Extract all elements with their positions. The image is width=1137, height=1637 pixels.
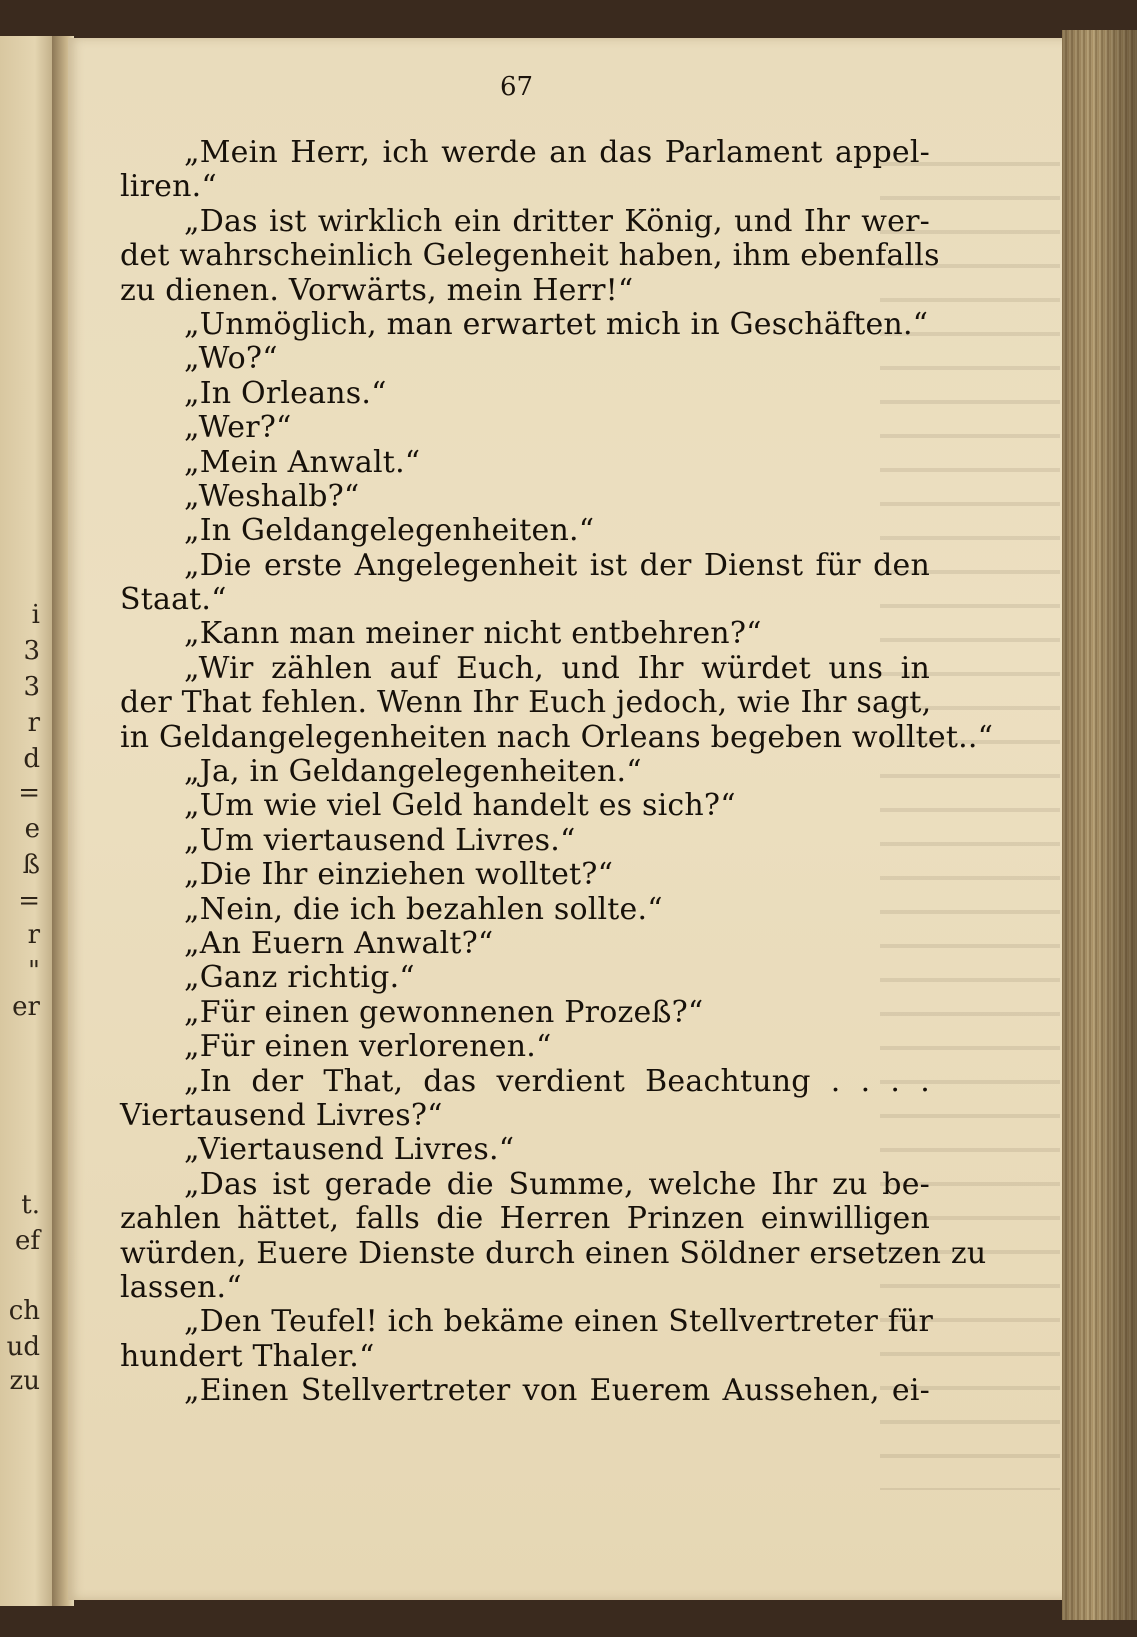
text-line: Viertausend Livres?“ <box>120 1097 443 1133</box>
text-line: „Ja, in Geldangelegenheiten.“ <box>184 754 642 790</box>
left-page-fragment: 3 <box>23 672 40 702</box>
text-line: „Den Teufel! ich bekäme einen Stellvertreter für <box>184 1304 934 1340</box>
text-line: „Viertausend Livres.“ <box>184 1132 515 1168</box>
left-page-fragment: er <box>12 992 40 1022</box>
text-line: „Wir zählen auf Euch, und Ihr würdet uns in <box>184 650 930 686</box>
text-line: in Geldangelegenheiten nach Orleans begeben wolltet..“ <box>120 719 994 755</box>
text-line: zahlen hättet, falls die Herren Prinzen einwilligen <box>120 1201 930 1237</box>
page-number: 67 <box>500 72 534 102</box>
text-line: „Wo?“ <box>184 341 278 377</box>
text-line: „Weshalb?“ <box>184 478 360 514</box>
text-line: der That fehlen. Wenn Ihr Euch jedoch, wie Ihr sagt, <box>120 685 932 721</box>
text-line: würden, Euere Dienste durch einen Söldner ersetzen zu <box>120 1235 987 1271</box>
text-line: „Ganz richtig.“ <box>184 960 415 996</box>
left-page-fragment: = <box>18 886 40 916</box>
text-line: „Einen Stellvertreter von Euerem Aussehen, ei- <box>184 1373 930 1409</box>
text-line: Staat.“ <box>120 582 227 618</box>
left-page-fragment: r <box>27 920 40 950</box>
page-body-text <box>120 135 994 1409</box>
left-page-fragment: 3 <box>23 636 40 666</box>
text-line: „Mein Herr, ich werde an das Parlament appel- <box>184 135 930 170</box>
text-line: zu dienen. Vorwärts, mein Herr!“ <box>120 272 634 308</box>
text-line: „Die Ihr einziehen wolltet?“ <box>184 857 614 893</box>
left-page-fragment: zu <box>9 1366 40 1396</box>
left-page-fragment: ud <box>6 1332 40 1362</box>
text-line: „Kann man meiner nicht entbehren?“ <box>184 616 762 652</box>
text-line: „Wer?“ <box>184 410 292 446</box>
text-line: „An Euern Anwalt?“ <box>184 925 494 961</box>
text-line: „Das ist gerade die Summe, welche Ihr zu be- <box>184 1166 930 1202</box>
text-line: „Für einen gewonnenen Prozeß?“ <box>184 994 704 1030</box>
left-page-fragment: r <box>27 708 40 738</box>
page-block-edges <box>1062 30 1137 1620</box>
text-line: „Mein Anwalt.“ <box>184 444 421 480</box>
text-line: lassen.“ <box>120 1269 242 1305</box>
text-line: „Für einen verlorenen.“ <box>184 1029 552 1065</box>
left-page-fragment: = <box>18 778 40 808</box>
text-line: „Nein, die ich bezahlen sollte.“ <box>184 891 663 927</box>
text-line: „Um wie viel Geld handelt es sich?“ <box>184 788 736 824</box>
text-line: det wahrscheinlich Gelegenheit haben, ihm ebenfalls <box>120 238 940 274</box>
text-line: „In Orleans.“ <box>184 375 387 411</box>
text-line: „Das ist wirklich ein dritter König, und Ihr wer- <box>184 203 930 239</box>
left-page-fragment: e <box>24 814 40 844</box>
text-line: hundert Thaler.“ <box>120 1338 375 1374</box>
left-page-fragment: i <box>31 600 40 630</box>
text-line: „Unmöglich, man erwartet mich in Geschäften.“ <box>184 306 929 342</box>
text-line: „In der That, das verdient Beachtung . . . . <box>184 1063 930 1099</box>
left-page-fragment: ch <box>8 1296 40 1326</box>
left-page-edge <box>0 36 58 1606</box>
left-page-fragment: ef <box>14 1226 40 1256</box>
text-line: „Um viertausend Livres.“ <box>184 822 576 858</box>
text-line: „In Geldangelegenheiten.“ <box>184 513 595 549</box>
left-page-fragment: ß <box>22 850 40 880</box>
text-line: „Die erste Angelegenheit ist der Dienst für den <box>184 547 930 583</box>
left-page-fragment: d <box>23 744 40 774</box>
left-page-fragment: t. <box>21 1190 40 1220</box>
left-page-fragment: " <box>28 956 40 986</box>
text-line: liren.“ <box>120 169 217 205</box>
